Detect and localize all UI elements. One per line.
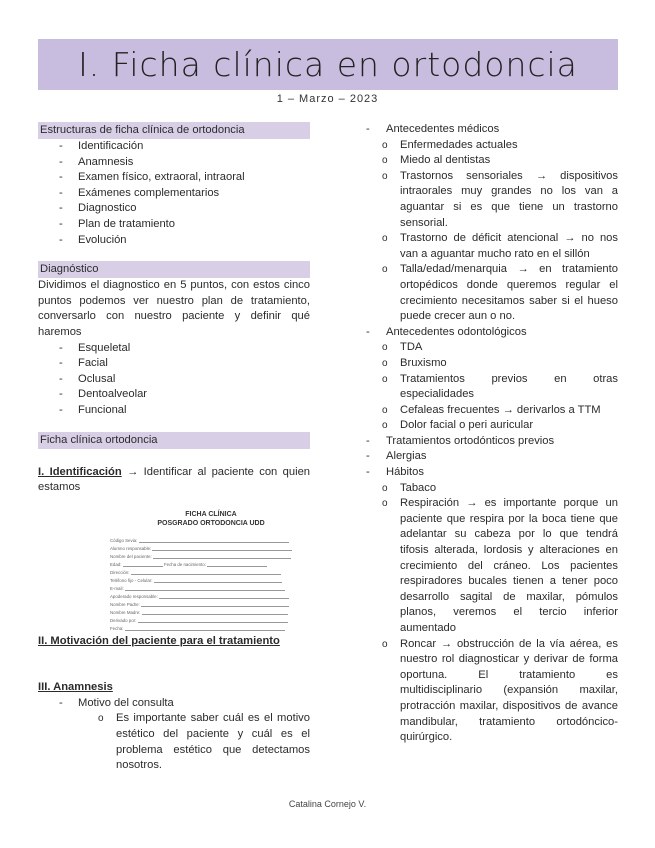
list-item-tratamientos-previos: - Tratamientos ortodónticos previos xyxy=(362,434,618,450)
form-field: Apoderado responsable: xyxy=(110,593,158,599)
form-field: Derivado por: xyxy=(110,617,137,623)
medicos-sublist xyxy=(362,138,618,325)
list-item: - Facial xyxy=(38,356,310,372)
list-item-habitos: - Hábitos xyxy=(362,465,618,481)
anamnesis-title: III. Anamnesis xyxy=(38,681,113,694)
list-item: - Oclusal xyxy=(38,372,310,388)
left-column xyxy=(38,122,310,774)
list-item: o Tratamientos previos en otras especialidades xyxy=(362,372,618,403)
list-item-alergias: - Alergias xyxy=(362,449,618,465)
date: 1 – Marzo – 2023 xyxy=(276,93,379,105)
form-field: Dirección: xyxy=(110,569,130,575)
form-field: Código Sevia: xyxy=(110,537,138,543)
list-item-antecedentes-medicos: - Antecedentes médicos xyxy=(362,122,618,138)
list-item: o Cefaleas frecuentes → derivarlos a TTM xyxy=(362,403,618,419)
clinical-form-image xyxy=(106,510,316,630)
list-item: o Respiración → es importante porque un paciente que respira por la boca tiene que adelantar su cabeza por lo que tendrá tifosis alterada, lordosis y alteraciones en crecimiento del cráneo. Los pacientes respiradores bucales tienen a tener poco desarrollo sagital de maxilar, pómulos planos, veremos el tercio inferior aumentado xyxy=(362,496,618,636)
list-item: o Talla/edad/menarquia → en tratamiento ortopédicos donde queremos regular el crecimiento necesitamos saber si el hueso puede crecer aun o no. xyxy=(362,262,618,324)
section-heading-estructuras: Estructuras de ficha clínica de ortodoncia xyxy=(38,122,310,139)
form-field: E-mail: xyxy=(110,585,124,591)
form-field: Teléfono fijo - Celular: xyxy=(110,577,153,583)
form-field: Fecha: xyxy=(110,625,124,631)
list-item: - Plan de tratamiento xyxy=(38,217,310,233)
identificacion-text: → Identificar al paciente con quien estamos xyxy=(38,465,311,494)
list-item: o Dolor facial o peri auricular xyxy=(362,418,618,434)
list-item: o Bruxismo xyxy=(362,356,618,372)
list-item: - Examen físico, extraoral, intraoral xyxy=(38,170,310,186)
form-field: Nombre del paciente: xyxy=(110,553,152,559)
list-item: o Enfermedades actuales xyxy=(362,138,618,154)
list-item: - Motivo del consulta xyxy=(38,696,310,712)
form-field: Fecha de nacimiento: xyxy=(163,561,206,567)
anamnesis-list xyxy=(38,696,310,712)
page-title: I. Ficha clínica en ortodoncia xyxy=(78,45,578,84)
form-field: Nombre Madre: xyxy=(110,609,141,615)
list-item: - Identificación xyxy=(38,139,310,155)
list-item: o Roncar → obstrucción de la vía aérea, es nuestro rol diagnosticar y derivar de forma oportuna. El tratamiento es multidisciplinario (expansión maxilar, protracción maxilar, dispositivos de avance mandibular, tratamiento ortodóncico-quirúrgico. xyxy=(362,637,618,746)
list-item: - Exámenes complementarios xyxy=(38,186,310,202)
habitos-sublist xyxy=(362,481,618,746)
list-item: o Miedo al dentistas xyxy=(362,153,618,169)
form-title-1: FICHA CLÍNICA xyxy=(185,510,237,518)
list-item: - Diagnostico xyxy=(38,201,310,217)
list-item: o Trastornos sensoriales → dispositivos intraorales muy grandes no los van a aguantar si es que tiene un trastorno sensorial. xyxy=(362,169,618,231)
form-field: Alumno responsable: xyxy=(110,545,152,551)
section-heading-ficha: Ficha clínica ortodoncia xyxy=(38,432,310,449)
estructuras-list xyxy=(38,139,310,248)
list-item: - Evolución xyxy=(38,233,310,249)
motivacion-title: II. Motivación del paciente para el tratamiento xyxy=(38,634,280,647)
right-main-list xyxy=(362,122,618,138)
list-item-antecedentes-odontologicos: - Antecedentes odontológicos xyxy=(362,325,618,341)
title-banner xyxy=(38,39,618,90)
diagnostico-list xyxy=(38,341,310,419)
odontologicos-sublist xyxy=(362,340,618,434)
list-item: o Trastorno de déficit atencional → no nos van a aguantar mucho rato en el sillón xyxy=(362,231,618,262)
diagnostico-paragraph: Dividimos el diagnostico en 5 puntos, con estos cinco puntos podemos ver nuestro plan de tratamiento, conversarlo con nuestro paciente y definir qué haremos xyxy=(38,279,310,338)
list-item: o Tabaco xyxy=(362,481,618,497)
form-field: Nombre Padre: xyxy=(110,601,140,607)
anamnesis-sublist xyxy=(38,711,310,773)
footer-author: Catalina Cornejo V. xyxy=(288,799,367,809)
list-item: - Funcional xyxy=(38,403,310,419)
form-title-2: POSGRADO ORTODONCIA UDD xyxy=(157,519,265,527)
right-column xyxy=(362,122,618,746)
identificacion-title: I. Identificación xyxy=(38,465,122,478)
list-item: - Anamnesis xyxy=(38,155,310,171)
identificacion-paragraph xyxy=(38,465,310,496)
list-item: - Esqueletal xyxy=(38,341,310,357)
list-item: - Dentoalveolar xyxy=(38,387,310,403)
list-item: o Es importante saber cuál es el motivo estético del paciente y cuál es el problema estético que detectamos nosotros. xyxy=(38,711,310,773)
section-heading-diagnostico: Diagnóstico xyxy=(38,261,310,278)
list-item: o TDA xyxy=(362,340,618,356)
form-field: Edad: xyxy=(110,561,122,567)
